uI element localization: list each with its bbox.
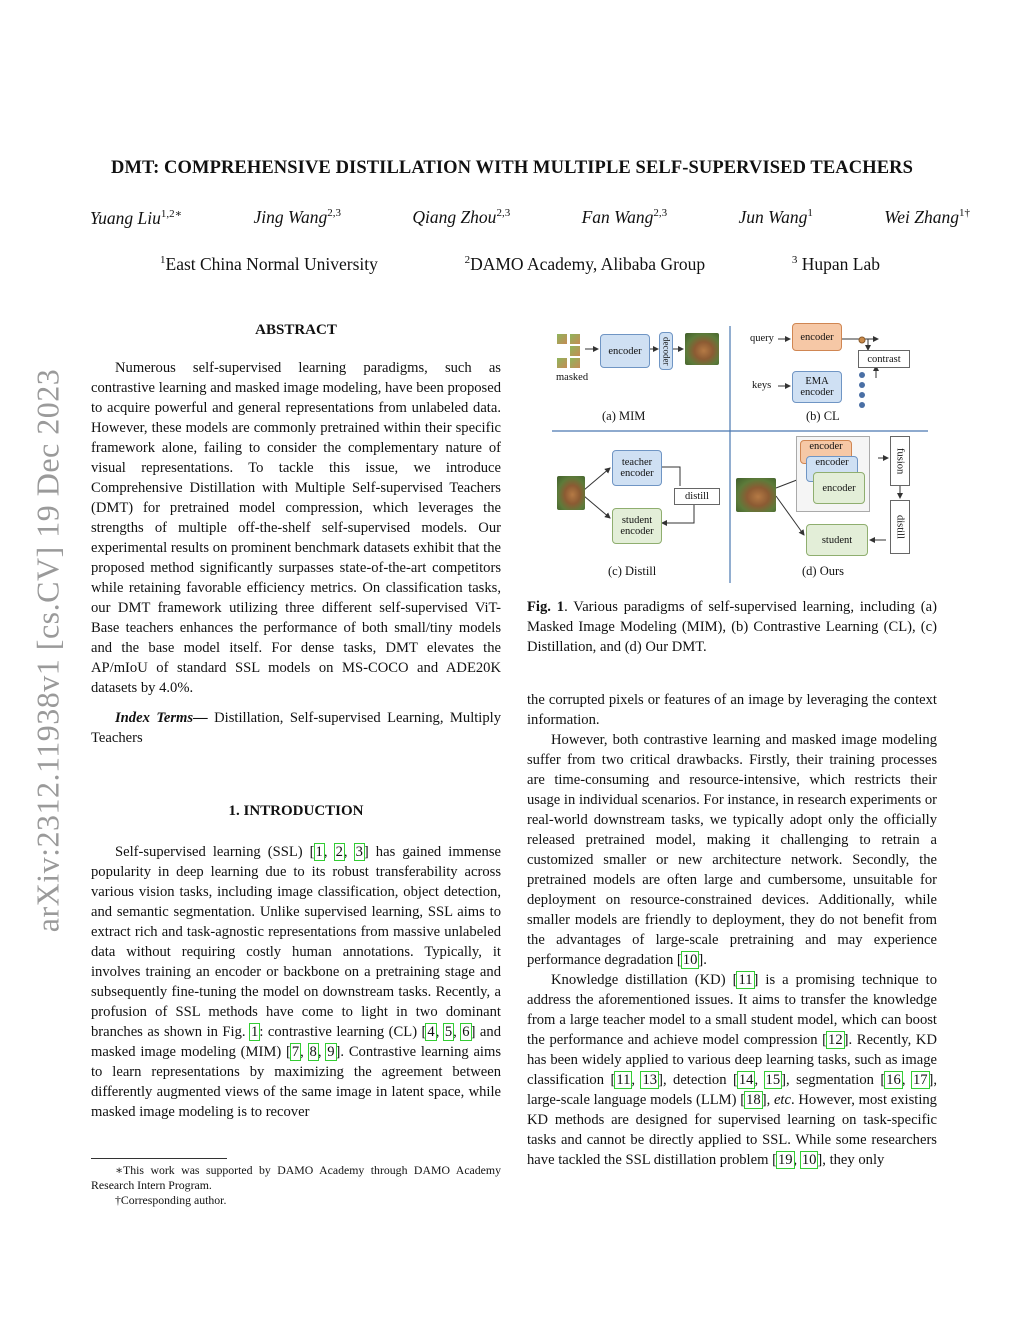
caption-label: Fig. 1 (527, 599, 565, 615)
reconstructed-image (685, 333, 719, 365)
author: Wei Zhang$^{1\dagger}$ (884, 207, 970, 227)
arxiv-identifier (28, 350, 68, 950)
panel-label-b: (b) CL (806, 409, 840, 423)
footnote-divider (91, 1158, 227, 1159)
panel-label-a: (a) MIM (602, 409, 646, 423)
intro-paragraph: Self-supervised learning (SSL) [1, 2, 3] has gained immense popularity in deep learning due to its robust transferability across various vision tasks, including image classification, object detection, and semantic segmentation. Unlike supervised learning, SSL aims to extract rich and task-agnostic representations from massive unlabeled data without requiring costly human annotations. Typically, it involves training an encoder or backbone on a pretraining stage and subsequently fine-tuning the model on downstream tasks. Recently, a profusion of SSL methods have come to light in two dominant branches as shown in Fig. 1: contrastive learning (CL) [4, 5, 6] and masked image modeling (MIM) [7, 8, 9]. Contrastive learning aims to learn representations by maximizing the agreement between differently augmented views of the same image in latent space, while masked image modeling is to recover (91, 844, 502, 1120)
citation-link[interactable]: 19 (777, 1152, 793, 1168)
paragraph: the corrupted pixels or features of an image by leveraging the context information. (527, 692, 937, 728)
abstract-text: Numerous self-supervised learning paradigms, such as contrastive learning and masked image modeling, have been proposed to acquire powerful and general representations from unlabeled data. However, these models are commonly pretrained within their specific framework alone, failing to consider the complementary nature of visual representations. To tackle this issue, we introduce Comprehensive Distillation with Multiple Self-supervised Teachers (DMT) for pretrained model compression, which leverages the strengths of multiple off-the-shelf self-supervised models. Our experimental results on prominent benchmark datasets exhibit that the proposed method significantly surpasses state-of-the-art competitors while retaining favorable efficiency metrics. On classification tasks, our DMT framework utilizing three different self-supervised ViT-Base teachers enhances the performance of both small/tiny models and the base model itself. For dense tasks, DMT elevates the AP/mIoU of standard SSL models on MS-COCO and ADE20K datasets by 4.0%. (91, 360, 501, 696)
panel-label-c: (c) Distill (608, 564, 657, 578)
citation-link[interactable]: 16 (886, 1072, 901, 1088)
citation-link[interactable]: 15 (765, 1072, 781, 1088)
ema-encoder: EMA encoder (792, 371, 842, 403)
citation-link[interactable]: 12 (828, 1032, 843, 1048)
introduction-body (91, 842, 501, 1122)
index-terms: Index Terms— Distillation, Self-supervised Learning, Multiply Teachers (91, 710, 502, 746)
masked-patch (557, 358, 567, 368)
paragraph: Knowledge distillation (KD) [11] is a promising technique to address the aforementioned issues. It aims to transfer the knowledge from a large teacher model to a small student model, which can boost the performance and achieve model compression [12]. Recently, KD has been widely applied to various deep learning tasks, such as image classification [11, 13], detection [14, 15], segmentation [16, 17], large-scale language models (LLM) [18], etc. However, most existing KD methods are designed for supervised learning on task-specific tasks and cannot be directly applied to SSL. While some researchers have tackled the SSL distillation problem [19, 10], they only (527, 972, 938, 1168)
masked-patch (557, 334, 567, 344)
abstract-body (91, 358, 501, 748)
figure-link[interactable]: 1 (251, 1024, 259, 1040)
citation-link[interactable]: 14 (738, 1072, 754, 1088)
fusion-box: fusion (890, 436, 910, 486)
cl-encoder: encoder (792, 323, 842, 351)
arxiv-id-text: arXiv:2312.11938v1 [cs.CV] 19 Dec 2023 (29, 368, 66, 932)
author: Fan Wang$^{2,3}$ (581, 207, 668, 227)
citation-link[interactable]: 6 (462, 1024, 470, 1040)
author: Jun Wang$^1$ (738, 207, 813, 227)
abstract-heading: ABSTRACT (255, 322, 337, 338)
teacher-encoder: teacher encoder (612, 450, 662, 486)
affiliation-list (160, 254, 880, 275)
introduction-heading: 1. INTRODUCTION (228, 803, 364, 819)
citation-link[interactable]: 4 (427, 1024, 435, 1040)
affiliation: $^2$DAMO Academy, Alibaba Group (464, 254, 706, 274)
author: Yuang Liu$^{1,2∗}$ (90, 207, 183, 228)
citation-link[interactable]: 10 (801, 1152, 817, 1168)
contrast-box: contrast (858, 350, 910, 368)
teacher-encoder-1: encoder (800, 440, 852, 464)
paragraph: However, both contrastive learning and masked image modeling suffer from two critical drawbacks. Firstly, their training processes are time-consuming and resource-intensive, which restricts their usage in individual scenarios. For instance, in research experiments or real-world downstream tasks, we typically adopt only the officially released pretrained model, making it challenging to retrain a customized smaller or new architecture network. Secondly, the pretrained models are often large and cumbersome, unsuitable for deployment on resource-constrained devices. Additionally, while smaller models are friendly to deployment, they do not benefit from the advantages of large-scale pretraining and may experience performance degradation [10]. (527, 732, 937, 968)
panel-label-d: (d) Ours (802, 564, 845, 578)
masked-patch (570, 346, 580, 356)
citation-link[interactable]: 13 (642, 1072, 658, 1088)
mim-decoder: decoder (659, 332, 673, 370)
figure-caption: Fig. 1. Various paradigms of self-supervised learning, including (a) Masked Image Modeling (MIM), (b) Contrastive Learning (CL), (c) Distillation, and (d) Our DMT. (527, 599, 937, 655)
teacher-encoder-2: encoder (806, 456, 858, 482)
paper-title: DMT: COMPREHENSIVE DISTILLATION WITH MULTIPLE SELF-SUPERVISED TEACHERS (110, 158, 914, 178)
citation-link[interactable]: 7 (291, 1044, 300, 1060)
distill-box: distill (674, 488, 720, 505)
author: Jing Wang$^{2,3}$ (253, 207, 341, 227)
citation-link[interactable]: 8 (309, 1044, 317, 1060)
mim-encoder: encoder (600, 334, 650, 368)
citation-link[interactable]: 5 (444, 1024, 453, 1040)
input-image (736, 478, 776, 512)
citation-link[interactable]: 11 (616, 1072, 631, 1088)
footnote: ∗This work was supported by DAMO Academy through DAMO Academy Research Intern Program. (91, 1163, 501, 1192)
masked-patch (570, 358, 580, 368)
feature-dots (856, 332, 886, 412)
citation-link[interactable]: 9 (327, 1044, 335, 1060)
figure-1 (540, 318, 930, 590)
distill-box: distill (890, 500, 910, 554)
citation-link[interactable]: 11 (738, 972, 753, 988)
keys-label: keys (752, 380, 772, 391)
masked-label: masked (556, 372, 589, 383)
affiliation: $^3$ Hupan Lab (791, 254, 880, 274)
footnote: †Corresponding author. (115, 1193, 227, 1207)
affiliation: $^1$East China Normal University (160, 254, 378, 274)
student-encoder: student encoder (612, 508, 662, 544)
author: Qiang Zhou$^{2,3}$ (412, 207, 511, 227)
query-label: query (750, 333, 774, 344)
footnotes (91, 1163, 501, 1208)
input-image (557, 476, 585, 510)
citation-link[interactable]: 10 (682, 952, 698, 968)
citation-link[interactable]: 2 (335, 844, 343, 860)
citation-link[interactable]: 18 (746, 1092, 761, 1108)
citation-link[interactable]: 1 (315, 844, 323, 860)
right-column-body (527, 690, 937, 1170)
student-model: student (806, 524, 868, 556)
citation-link[interactable]: 17 (912, 1072, 928, 1088)
teacher-encoder-3: encoder (813, 472, 865, 504)
masked-patch (570, 334, 580, 344)
citation-link[interactable]: 3 (355, 844, 363, 860)
author-list (90, 207, 970, 229)
